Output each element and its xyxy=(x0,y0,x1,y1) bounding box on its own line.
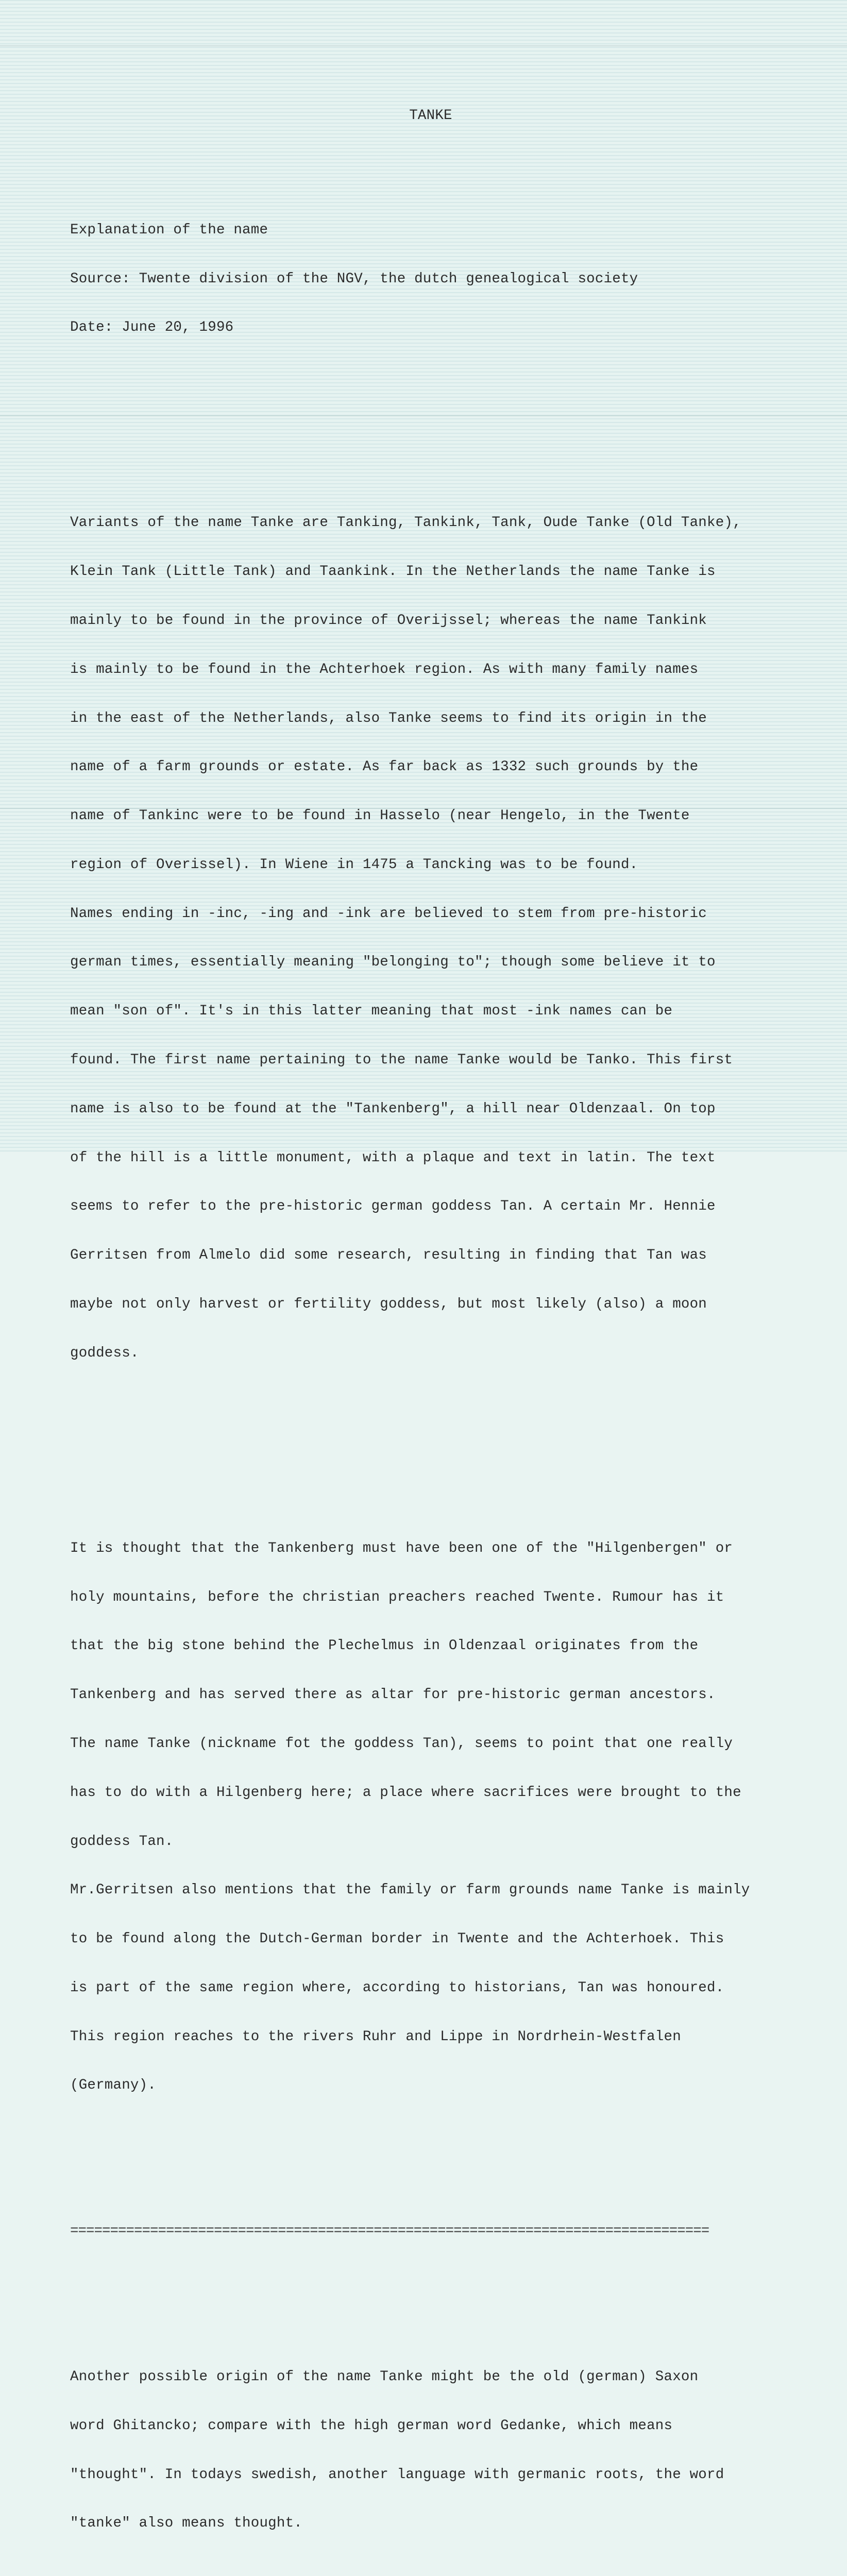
text-line: has to do with a Hilgenberg here; a place where sacrifices were brought to the xyxy=(70,1784,741,1801)
text-line: mainly to be found in the province of Overijssel; whereas the name Tankink xyxy=(70,613,707,629)
text-line: Tankenberg and has served there as altar for pre-historic german ancestors. xyxy=(70,1687,716,1703)
text-line: This region reaches to the rivers Ruhr and Lippe in Nordrhein-Westfalen xyxy=(70,2028,681,2045)
paragraph-tankenberg xyxy=(70,1508,843,2127)
text-line: in the east of the Netherlands, also Tanke seems to find its origin in the xyxy=(70,710,707,726)
text-line: (Germany). xyxy=(70,2077,157,2094)
text-line: goddess Tan. xyxy=(70,1833,174,1850)
document-body xyxy=(70,75,843,2576)
text-line: is mainly to be found in the Achterhoek region. As with many family names xyxy=(70,661,699,677)
text-line: is part of the same region where, according to historians, Tan was honoured. xyxy=(70,1979,724,1996)
paper-fold-line xyxy=(0,45,847,46)
text-line: The name Tanke (nickname fot the goddess Tan), seems to point that one really xyxy=(70,1735,733,1752)
text-line: found. The first name pertaining to the name Tanke would be Tanko. This first xyxy=(70,1052,733,1069)
paragraph-variants xyxy=(70,482,843,1394)
text-line: goddess. xyxy=(70,1345,139,1361)
text-line: Mr.Gerritsen also mentions that the family or farm grounds name Tanke is mainly xyxy=(70,1882,750,1899)
header-line: Source: Twente division of the NGV, the dutch genealogical society xyxy=(70,270,638,287)
text-line: Variants of the name Tanke are Tanking, Tankink, Tank, Oude Tanke (Old Tanke), xyxy=(70,515,741,531)
header-line: Explanation of the name xyxy=(70,222,268,238)
text-line: name of a farm grounds or estate. As far back as 1332 such grounds by the xyxy=(70,759,699,775)
text-line: "tanke" also means thought. xyxy=(70,2515,302,2532)
text-line: Another possible origin of the name Tanke might be the old (german) Saxon xyxy=(70,2368,699,2385)
header-block xyxy=(70,190,843,369)
text-line: maybe not only harvest or fertility goddess, but most likely (also) a moon xyxy=(70,1296,707,1312)
text-line: of the hill is a little monument, with a plaque and text in latin. The text xyxy=(70,1149,716,1166)
text-line: region of Overissel). In Wiene in 1475 a Tancking was to be found. xyxy=(70,856,638,873)
text-line: word Ghitancko; compare with the high german word Gedanke, which means xyxy=(70,2417,673,2434)
text-line: name is also to be found at the "Tankenberg", a hill near Oldenzaal. On top xyxy=(70,1100,716,1117)
text-line: german times, essentially meaning "belonging to"; though some believe it to xyxy=(70,954,716,971)
text-line: to be found along the Dutch-German border in Twente and the Achterhoek. This xyxy=(70,1931,724,1947)
text-line: mean "son of". It's in this latter meaning that most -ink names can be xyxy=(70,1003,673,1020)
paragraph-saxon-origin xyxy=(70,2336,843,2564)
text-line: holy mountains, before the christian preachers reached Twente. Rumour has it xyxy=(70,1589,724,1605)
text-line: seems to refer to the pre-historic german goddess Tan. A certain Mr. Hennie xyxy=(70,1198,716,1215)
text-line: name of Tankinc were to be found in Hasselo (near Hengelo, in the Twente xyxy=(70,808,690,824)
separator-line: ================================================================================ xyxy=(70,2223,709,2240)
text-line: Klein Tank (Little Tank) and Taankink. In the Netherlands the name Tanke is xyxy=(70,564,716,580)
text-line: "thought". In todays swedish, another language with germanic roots, the word xyxy=(70,2466,724,2483)
document-title: TANKE xyxy=(409,108,452,124)
text-line: that the big stone behind the Plechelmus in Oldenzaal originates from the xyxy=(70,1638,699,1654)
header-line: Date: June 20, 1996 xyxy=(70,319,234,336)
text-line: Gerritsen from Almelo did some research, resulting in finding that Tan was xyxy=(70,1247,707,1264)
text-line: It is thought that the Tankenberg must have been one of the "Hilgenbergen" or xyxy=(70,1540,733,1556)
text-line: Names ending in -inc, -ing and -ink are believed to stem from pre-historic xyxy=(70,905,707,922)
